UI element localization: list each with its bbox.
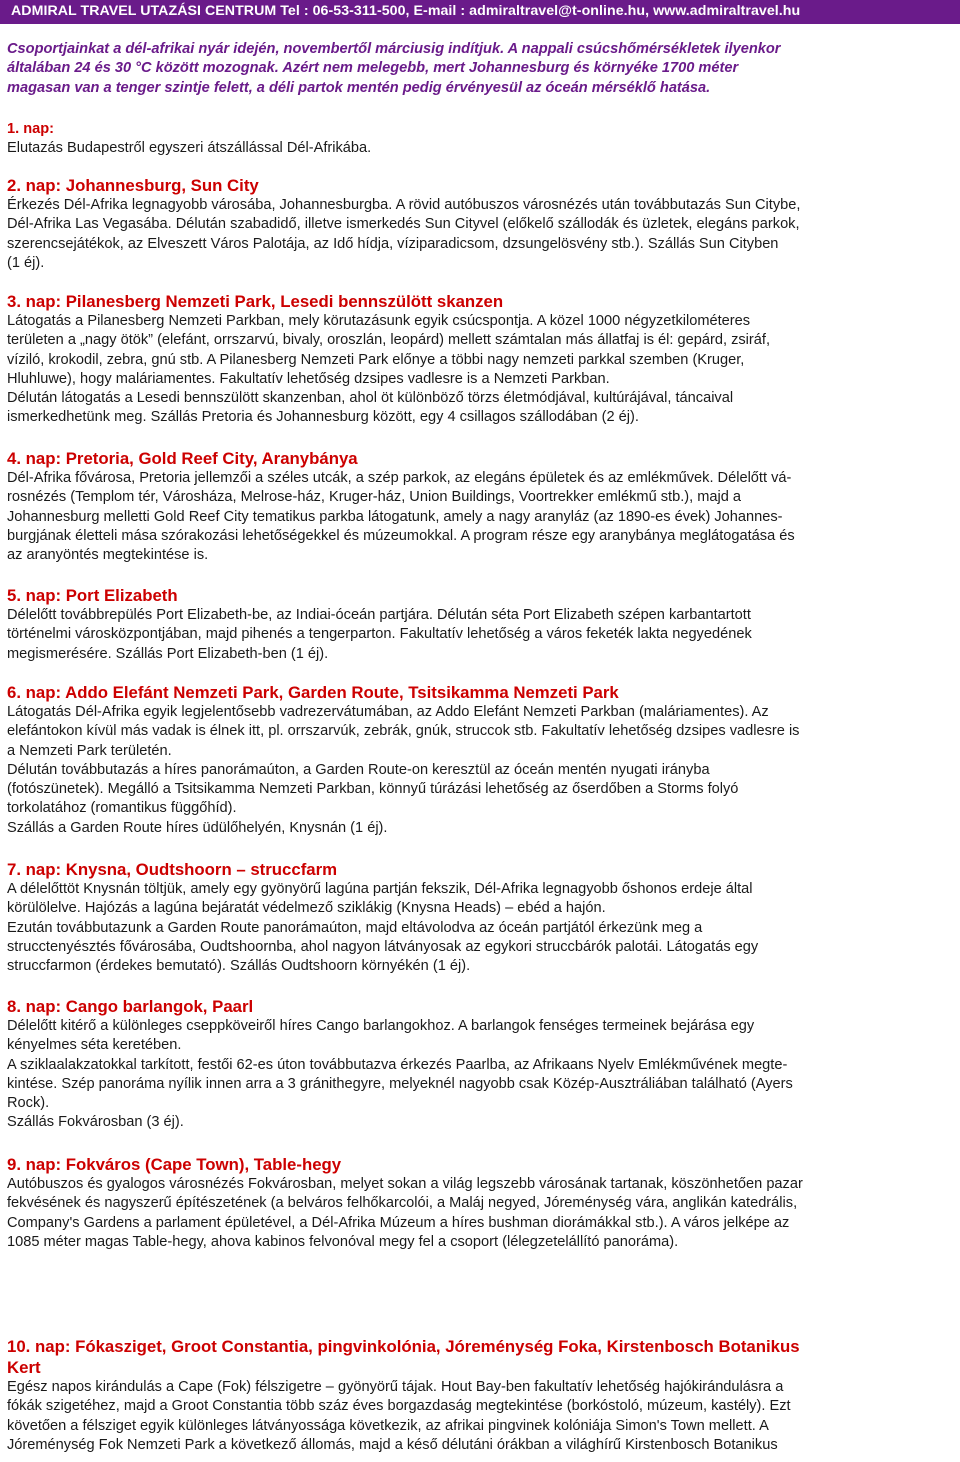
day-text-line: Délelőtt kitérő a különleges cseppköveiről híres Cango barlangokhoz. A barlangok fenséges termeinek bejárása egy	[7, 1018, 755, 1034]
day-text-line: Érkezés Dél-Afrika legnagyobb városába, Johannesburgba. A rövid autóbuszos városnézés után továbbutazás Sun Citybe,	[7, 197, 801, 213]
day-title: 3. nap: Pilanesberg Nemzeti Park, Lesedi bennszülött skanzen	[7, 292, 504, 311]
day-text-line: megismerésére. Szállás Port Elizabeth-ben (1 éj).	[7, 645, 329, 662]
day-text-line: Company's Gardens a parlament épületével, a Dél-Afrika Múzeum a híres bushman diorámákkal stb.). A város jelképe az	[7, 1214, 790, 1231]
day-text-line: (fotószünetek). Megálló a Tsitsikamma Nemzeti Parkban, könnyű túrázási lehetőség az őserdőben a Storms folyó	[7, 781, 739, 798]
day-10-section	[7, 1336, 953, 1455]
day-text-line: kintése. Szép panoráma nyílik innen arra a 3 gránithegyre, melyeknél nagyobb csak Közép-Ausztráliában található (Ayers	[7, 1075, 793, 1092]
day-text-line: Jóreménység Fok Nemzeti Park a következő állomás, majd a késő délutáni órákban a világhírű Kirstenbosch Botanikus	[7, 1436, 778, 1453]
day-9-section	[7, 1154, 953, 1252]
day-text-line: Szállás Fokvárosban (3 éj).	[7, 1114, 184, 1131]
day-title: 4. nap: Pretoria, Gold Reef City, Aranybánya	[7, 449, 358, 468]
day-text-line: kényelmes séta keretében.	[7, 1037, 182, 1054]
day-text-line: fókák szigetéhez, majd a Groot Constantia több száz éves borgazdaság megtekintése (borkóstoló, múzeum, kastély). Ezt	[7, 1398, 791, 1415]
day-2-section	[7, 175, 953, 273]
day-text-line: Johannesburg melletti Gold Reef City tematikus parkba látogatunk, amely a nagy aranyláz (az 1890-es évek) Johannes-	[7, 508, 783, 525]
day-text-line: Rock).	[7, 1095, 50, 1112]
day-4-section	[7, 448, 953, 565]
day-title: 7. nap: Knysna, Oudtshoorn – struccfarm	[7, 860, 338, 879]
day-text-line: Szállás a Garden Route híres üdülőhelyén, Knysnán (1 éj).	[7, 819, 388, 836]
day-text-line: 1085 méter magas Table-hegy, ahova kabinos felvonóval megy fel a csoport (lélegzetelállító panoráma).	[7, 1233, 679, 1250]
day-text-line: szerencsejátékok, az Elveszett Város Palotája, az Idő hídja, víziparadicsom, dzsungelösvény stb.). Szállás Sun Cityben	[7, 235, 779, 252]
day-title: 6. nap: Addo Elefánt Nemzeti Park, Garden Route, Tsitsikamma Nemzeti Park	[7, 683, 619, 702]
day-text-line: Ezután továbbutazunk a Garden Route panorámaúton, majd eltávolodva az óceán partjától érkezünk meg a	[7, 919, 703, 936]
day-text-line: rosnézés (Templom tér, Városháza, Melrose-ház, Kruger-ház, Union Buildings, Voortrekker emlékmű stb.), majd a	[7, 489, 742, 506]
day-text-line: A sziklaalakzatokkal tarkított, festői 62-es úton továbbutazva érkezés Paarlba, az Afrikaans Nyelv Emlékművének megte-	[7, 1056, 788, 1073]
day-6-section	[7, 682, 953, 838]
day-text-line: víziló, krokodil, zebra, gnú stb. A Pilanesberg Nemzeti Park előnye a többi nagy nemzeti parkkal szemben (Kruger,	[7, 351, 745, 368]
day-5-section	[7, 585, 953, 664]
day-text-line: A délelőttöt Knysnán töltjük, amely egy gyönyörű lagúna partján fekszik, Dél-Afrika legnagyobb őshonos erdeje által	[7, 881, 753, 897]
day-text-line: területen a „nagy ötök” (elefánt, orrszarvú, bivaly, oroszlán, leopárd) mellett számtalan más állatfaj is él: gepárd, zsiráf,	[7, 332, 771, 349]
day-title: 8. nap: Cango barlangok, Paarl	[7, 997, 254, 1016]
intro-line: magasan van a tenger szintje felett, a déli partok mentén pedig érvényesül az óceán mérséklő hatása.	[7, 79, 711, 96]
day-text-line: történelmi városközpontjában, majd pihenés a tengerparton. Fakultatív lehetőség a város feketék lakta negyedének	[7, 626, 752, 643]
day-text-line: követően a félsziget egyik különleges látványossága következik, az afrikai pingvinek kolóniája Simon's Town mellett. A	[7, 1417, 769, 1434]
day-title: 1. nap:	[7, 121, 55, 137]
day-text-line: Hluhluwe), hogy maláriamentes. Fakultatív lehetőség dzsipes vadlesre is a Nemzeti Parkban.	[7, 370, 610, 387]
day-text-line: strucctenyésztés fővárosába, Oudtshoornba, ahol nagyon látványosak az egykori struccbárók palotái. Látogatás egy	[7, 938, 759, 955]
day-text-line: elefántokon kívül más vadak is élnek itt, pl. orrszarvúk, zebrák, gnúk, struccok stb. Fakultatív lehetőség dzsipes vadlesre is	[7, 723, 800, 740]
day-text-line: Egész napos kirándulás a Cape (Fok) félszigetre – gyönyörű tájak. Hout Bay-ben fakultatív lehetőség hajókirándulásra a	[7, 1379, 784, 1395]
agency-contact-header: ADMIRAL TRAVEL UTAZÁSI CENTRUM Tel : 06-53-311-500, E-mail : admiraltravel@t-online.hu, www.admiraltravel.hu	[11, 3, 801, 19]
day-text-line: struccfarmon (érdekes bemutató). Szállás Oudtshoorn környékén (1 éj).	[7, 958, 471, 975]
day-1-section	[7, 120, 953, 159]
day-title: 2. nap: Johannesburg, Sun City	[7, 176, 259, 195]
day-text-line: (1 éj).	[7, 254, 45, 271]
day-text-line: Elutazás Budapestről egyszeri átszállással Dél-Afrikába.	[7, 140, 372, 157]
agency-header-bar	[0, 0, 960, 24]
day-title-continued: Kert	[7, 1358, 41, 1377]
day-title: 5. nap: Port Elizabeth	[7, 586, 178, 605]
day-text-line: a Nemzeti Park területén.	[7, 742, 172, 759]
day-text-line: Délelőtt továbbrepülés Port Elizabeth-be, az Indiai-óceán partjára. Délután séta Port Elizabeth szépen karbantartott	[7, 607, 751, 623]
day-text-line: az aranyöntés megtekintése is.	[7, 547, 209, 564]
day-text-line: Látogatás Dél-Afrika egyik legjelentősebb vadrezervátumában, az Addo Elefánt Nemzeti Parkban (maláriamentes). Az	[7, 704, 769, 720]
day-title: 9. nap: Fokváros (Cape Town), Table-hegy	[7, 1155, 342, 1174]
day-text-line: Autóbuszos és gyalogos városnézés Fokvárosban, melyet sokan a világ legszebb városának tartanak, köszönhetően pazar	[7, 1176, 803, 1192]
day-text-line: Délután továbbutazás a híres panorámaúton, a Garden Route-on keresztül az óceán mentén nyugati irányba	[7, 761, 710, 778]
day-text-line: Látogatás a Pilanesberg Nemzeti Parkban, mely körutazásunk egyik csúcspontja. A közel 1000 négyzetkilométeres	[7, 313, 751, 329]
intro-line: Csoportjainkat a dél-afrikai nyár idején, novembertől márciusig indítjuk. A nappali csúcshőmérsékletek ilyenkor	[7, 41, 781, 57]
day-text-line: fekvésének és nagyszerű építészetének (a belváros felhőkarcolói, a Maláj negyed, Jóreménység vára, anglikán katedrális,	[7, 1195, 798, 1212]
intro-line: általában 24 és 30 °C között mozognak. Azért nem melegebb, mert Johannesburg és környéke 1700 méter	[7, 60, 739, 77]
day-8-section	[7, 996, 953, 1133]
day-title: 10. nap: Fókasziget, Groot Constantia, pingvinkolónia, Jóreménység Foka, Kirstenbosch Botanikus	[7, 1337, 800, 1356]
day-text-line: Dél-Afrika fővárosa, Pretoria jellemzői a széles utcák, a szép parkok, az elegáns épületek és az emlékművek. Délelőtt vá-	[7, 470, 792, 486]
day-text-line: ismerkedhetünk meg. Szállás Pretoria és Johannesburg között, egy 4 csillagos szállodában (2 éj).	[7, 409, 639, 426]
day-text-line: Dél-Afrika Las Vegasába. Délután szabadidő, illetve ismerkedés Sun Cityvel (előkelő szállodák és üzletek, elegáns parkok,	[7, 216, 800, 233]
day-text-line: torkolatához (romantikus függőhíd).	[7, 800, 237, 817]
day-text-line: Délután látogatás a Lesedi bennszülött skanzenban, ahol öt különböző törzs életmódjával, kultúrájával, táncaival	[7, 390, 734, 407]
day-7-section	[7, 859, 953, 976]
day-3-section	[7, 291, 953, 428]
day-text-line: körülölelve. Hajózás a lagúna bejáratát védelmező sziklákig (Knysna Heads) – ebéd a hajón.	[7, 900, 606, 917]
intro-paragraph	[7, 40, 953, 98]
day-text-line: burgjának életteli mása szórakozási lehetőségekkel és múzeumokkal. A program része egy aranybánya meglátogatása és	[7, 527, 795, 544]
